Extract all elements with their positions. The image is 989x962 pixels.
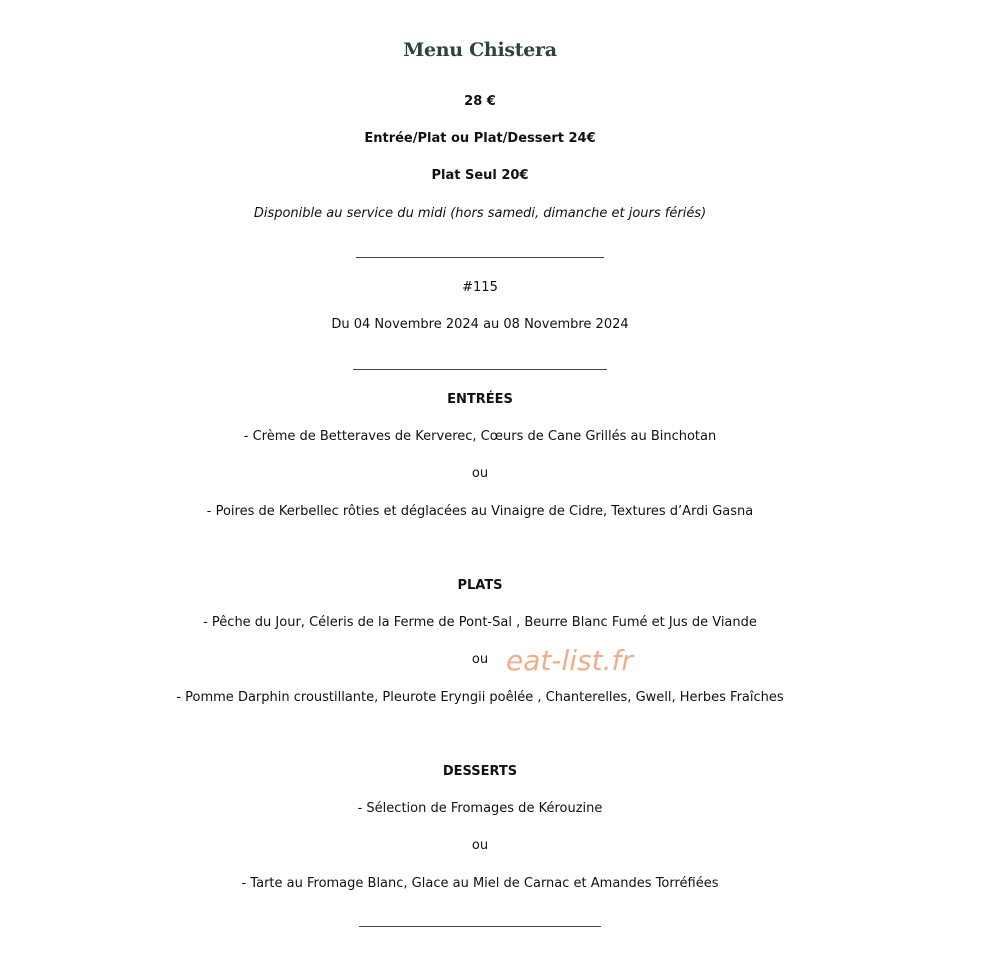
page-title: Menu Chistera (403, 39, 557, 61)
section-heading-entrees: ENTRÉES (447, 392, 513, 407)
menu-price: 28 € (464, 94, 496, 109)
dessert-separator: ou (471, 838, 489, 853)
plat-separator: ou (471, 652, 489, 667)
divider (356, 257, 604, 258)
section-heading-plats: PLATS (457, 578, 503, 593)
formula-entree-plat: Entrée/Plat ou Plat/Dessert 24€ (364, 131, 596, 146)
availability-note: Disponible au service du midi (hors samedi, dimanche et jours fériés) (253, 206, 707, 221)
plat-item: - Pomme Darphin croustillante, Pleurote Eryngii poêlée , Chanterelles, Gwell, Herbes Fraîches (176, 690, 784, 705)
entree-separator: ou (471, 466, 489, 481)
formula-plat-seul: Plat Seul 20€ (431, 168, 529, 183)
dessert-item: - Tarte au Fromage Blanc, Glace au Miel de Carnac et Amandes Torréfiées (241, 876, 719, 891)
entree-item: - Crème de Betteraves de Kerverec, Cœurs de Cane Grillés au Binchotan (243, 429, 717, 444)
menu-number: #115 (462, 280, 498, 295)
divider (353, 369, 607, 370)
section-heading-desserts: DESSERTS (442, 764, 518, 779)
dessert-item: - Sélection de Fromages de Kérouzine (357, 801, 603, 816)
menu-dates: Du 04 Novembre 2024 au 08 Novembre 2024 (331, 317, 629, 332)
divider (359, 926, 601, 927)
watermark: eat-list.fr (506, 644, 633, 677)
plat-item: - Pêche du Jour, Céleris de la Ferme de Pont-Sal , Beurre Blanc Fumé et Jus de Viande (203, 615, 757, 630)
entree-item: - Poires de Kerbellec rôties et déglacées au Vinaigre de Cidre, Textures d’Ardi Gasna (206, 504, 754, 519)
